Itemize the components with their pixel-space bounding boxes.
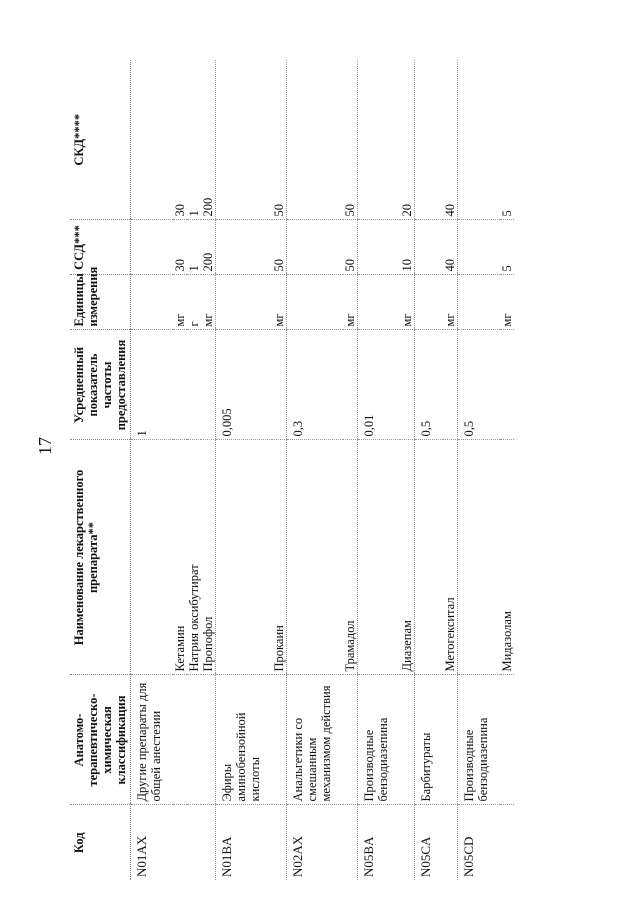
cell-ssd: 50 [272, 220, 287, 275]
cell-unit: мг [272, 275, 287, 330]
cell-code [500, 805, 514, 880]
cell-drug-name [458, 440, 501, 675]
cell-atc: Другие препараты для общей анестезии [131, 675, 174, 805]
header-drug-name: Наименование лекарственного препарата** [70, 440, 131, 675]
cell-skd [287, 60, 344, 220]
cell-atc: Производные бензодиазепина [358, 675, 401, 805]
cell-ssd [216, 220, 273, 275]
cell-skd [458, 60, 501, 220]
cell-unit [216, 275, 273, 330]
cell-unit [358, 275, 401, 330]
header-code: Код [70, 805, 131, 880]
cell-atc [272, 675, 287, 805]
header-row [70, 60, 131, 880]
cell-atc: Анальгетики со смешанным механизмом действия [287, 675, 344, 805]
cell-unit [415, 275, 444, 330]
cell-ssd [131, 220, 174, 275]
table-row [173, 60, 187, 880]
cell-frequency: 0,3 [287, 330, 344, 440]
cell-unit: мг [400, 275, 415, 330]
table-body [131, 60, 515, 880]
table-row [187, 60, 201, 880]
header-ssd: ССД*** [70, 220, 131, 275]
cell-ssd [415, 220, 444, 275]
cell-ssd: 40 [443, 220, 458, 275]
cell-atc: Производные бензодиазепина [458, 675, 501, 805]
table-row [400, 60, 415, 880]
cell-skd [358, 60, 401, 220]
cell-atc: Эфиры аминобензойной кислоты [216, 675, 273, 805]
cell-drug-name: Метогекситал [443, 440, 458, 675]
cell-drug-name: Кетамин [173, 440, 187, 675]
cell-drug-name [216, 440, 273, 675]
cell-drug-name: Мидазолам [500, 440, 514, 675]
cell-drug-name [358, 440, 401, 675]
cell-drug-name [131, 440, 174, 675]
cell-code [272, 805, 287, 880]
cell-frequency [201, 330, 216, 440]
cell-code: N05CA [415, 805, 444, 880]
cell-code [343, 805, 358, 880]
cell-ssd: 5 [500, 220, 514, 275]
cell-drug-name: Прокаин [272, 440, 287, 675]
cell-unit: г [187, 275, 201, 330]
cell-code [443, 805, 458, 880]
cell-skd: 50 [343, 60, 358, 220]
cell-unit [458, 275, 501, 330]
cell-code [201, 805, 216, 880]
table-row [443, 60, 458, 880]
cell-ssd [287, 220, 344, 275]
table-row [272, 60, 287, 880]
cell-skd: 200 [201, 60, 216, 220]
cell-unit [287, 275, 344, 330]
cell-ssd: 50 [343, 220, 358, 275]
cell-atc [500, 675, 514, 805]
cell-code: N01BA [216, 805, 273, 880]
cell-atc: Барбитураты [415, 675, 444, 805]
cell-drug-name [287, 440, 344, 675]
cell-skd: 20 [400, 60, 415, 220]
cell-skd: 5 [500, 60, 514, 220]
cell-frequency [500, 330, 514, 440]
cell-frequency [272, 330, 287, 440]
cell-frequency: 1 [131, 330, 174, 440]
cell-drug-name: Пропофол [201, 440, 216, 675]
cell-ssd [358, 220, 401, 275]
cell-skd: 50 [272, 60, 287, 220]
cell-frequency [443, 330, 458, 440]
cell-skd [415, 60, 444, 220]
cell-ssd: 10 [400, 220, 415, 275]
cell-skd: 30 [173, 60, 187, 220]
cell-skd: 40 [443, 60, 458, 220]
cell-atc [400, 675, 415, 805]
table-row [415, 60, 444, 880]
cell-unit: мг [443, 275, 458, 330]
cell-code: N05BA [358, 805, 401, 880]
cell-unit: мг [173, 275, 187, 330]
drug-table-container [70, 60, 550, 880]
cell-code: N02AX [287, 805, 344, 880]
table-row [131, 60, 174, 880]
cell-frequency [187, 330, 201, 440]
cell-unit: мг [343, 275, 358, 330]
cell-frequency: 0,5 [458, 330, 501, 440]
table-row [343, 60, 358, 880]
cell-code [187, 805, 201, 880]
cell-skd [216, 60, 273, 220]
table-row [216, 60, 273, 880]
cell-ssd: 200 [201, 220, 216, 275]
cell-code [400, 805, 415, 880]
cell-ssd [458, 220, 501, 275]
table-row [458, 60, 501, 880]
cell-drug-name: Диазепам [400, 440, 415, 675]
cell-ssd: 30 [173, 220, 187, 275]
table-row [287, 60, 344, 880]
cell-atc [201, 675, 216, 805]
cell-frequency: 0,01 [358, 330, 401, 440]
page-number: 17 [35, 437, 55, 455]
cell-frequency [343, 330, 358, 440]
drug-table [70, 60, 514, 880]
cell-atc [443, 675, 458, 805]
cell-unit: мг [500, 275, 514, 330]
table-row [201, 60, 216, 880]
header-atc: Анатомо-терапевтическо-химическая классификация [70, 675, 131, 805]
cell-unit [131, 275, 174, 330]
table-row [358, 60, 401, 880]
cell-code [173, 805, 187, 880]
cell-frequency [173, 330, 187, 440]
cell-frequency [400, 330, 415, 440]
cell-frequency: 0,005 [216, 330, 273, 440]
header-frequency: Усредненный показатель частоты предоставления [70, 330, 131, 440]
cell-drug-name: Трамадол [343, 440, 358, 675]
cell-code: N05CD [458, 805, 501, 880]
cell-skd: 1 [187, 60, 201, 220]
header-unit: Единицы измерения [70, 275, 131, 330]
cell-ssd: 1 [187, 220, 201, 275]
cell-drug-name [415, 440, 444, 675]
cell-code: N01AX [131, 805, 174, 880]
cell-atc [173, 675, 187, 805]
cell-drug-name: Натрия оксибутират [187, 440, 201, 675]
cell-atc [187, 675, 201, 805]
cell-atc [343, 675, 358, 805]
header-skd: СКД**** [70, 60, 131, 220]
cell-skd [131, 60, 174, 220]
cell-frequency: 0,5 [415, 330, 444, 440]
cell-unit: мг [201, 275, 216, 330]
table-row [500, 60, 514, 880]
